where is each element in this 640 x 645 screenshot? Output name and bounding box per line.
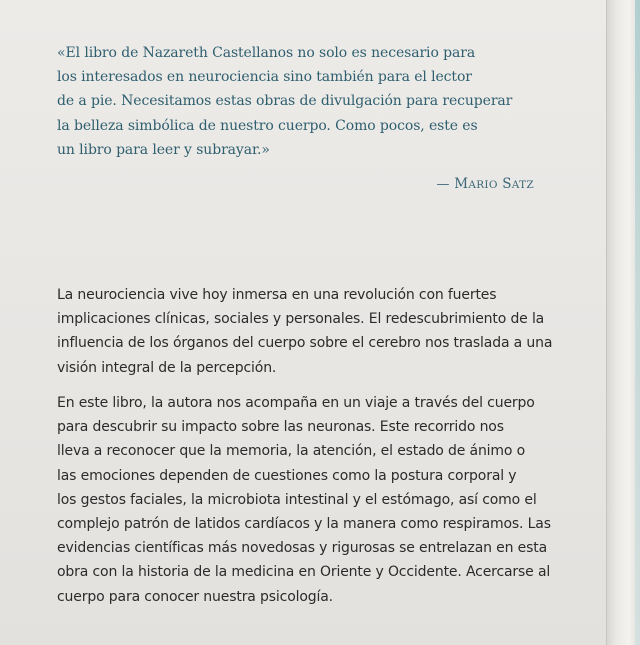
cover-edge-tint <box>635 0 640 645</box>
paragraph-line: En este libro, la autora nos acompaña en un viaje a través del cuerpo <box>57 395 535 411</box>
paragraph-line: cuerpo para conocer nuestra psicología. <box>57 588 333 605</box>
endorsement-quote <box>57 41 577 162</box>
quote-line: la belleza simbólica de nuestro cuerpo. Como pocos, este es <box>57 117 478 134</box>
attribution-first-rest: ARIO <box>468 179 498 191</box>
attribution-last-initial: S <box>502 176 512 192</box>
quote-line: los interesados en neurociencia sino también para el lector <box>57 69 472 86</box>
paragraph-line: los gestos faciales, la microbiota intestinal y el estómago, así como el <box>57 491 537 508</box>
paragraph-line: visión integral de la percepción. <box>57 359 277 376</box>
quote-line: un libro para leer y subrayar.» <box>57 141 270 158</box>
quote-line: «El libro de Nazareth Castellanos no solo es necesario para <box>57 45 476 61</box>
paragraph-line: complejo patrón de latidos cardíacos y la manera como respiramos. Las <box>57 516 551 533</box>
paragraph-line: las emociones dependen de cuestiones como la postura corporal y <box>57 467 517 484</box>
paragraph-line: lleva a reconocer que la memoria, la atención, el estado de ánimo o <box>57 443 526 460</box>
synopsis-paragraph-1 <box>57 283 587 380</box>
quote-attribution <box>436 176 534 192</box>
paragraph-line: para descubrir su impacto sobre las neuronas. Este recorrido nos <box>57 419 504 436</box>
paragraph-line: obra con la historia de la medicina en Oriente y Occidente. Acercarse al <box>57 564 551 581</box>
quote-line: de a pie. Necesitamos estas obras de divulgación para recuperar <box>57 93 513 110</box>
attribution-first-initial: M <box>454 176 469 192</box>
book-spine-edge <box>606 0 640 645</box>
paragraph-line: La neurociencia vive hoy inmersa en una revolución con fuertes <box>57 287 497 303</box>
attribution-last-rest: ATZ <box>511 179 534 191</box>
paragraph-line: influencia de los órganos del cuerpo sobre el cerebro nos traslada a una <box>57 335 553 352</box>
paragraph-line: evidencias científicas más novedosas y rigurosas se entrelazan en esta <box>57 540 548 557</box>
paragraph-line: implicaciones clínicas, sociales y personales. El redescubrimiento de la <box>57 311 545 328</box>
synopsis-paragraph-2 <box>57 391 587 609</box>
attribution-dash: — <box>436 177 455 192</box>
